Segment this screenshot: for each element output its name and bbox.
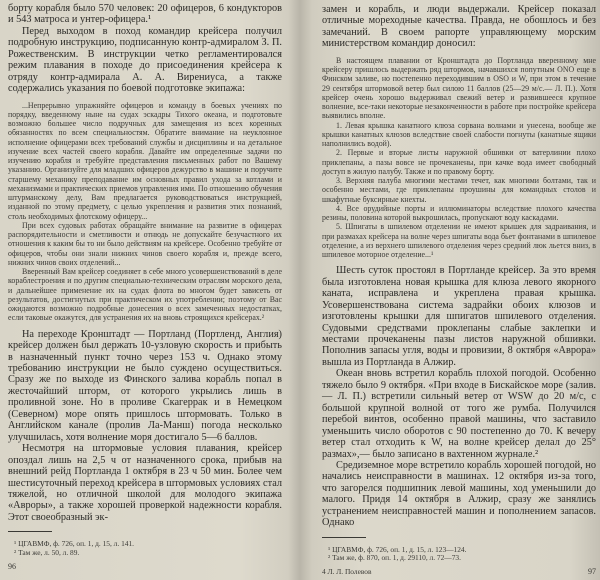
left-page-footer <box>8 562 282 571</box>
left-footnotes <box>14 540 282 557</box>
quote-item: 4. Все орудийные порты и иллюминаторы вследствие плохого качества резины, половина которой выкрошилась, пропускают воду каскадами. <box>322 203 596 223</box>
right-page-footer <box>322 567 596 576</box>
quote-paragraph: ...Непрерывно упражняйте офицеров и команду в боевых учениях по порядку, введенному ныне на судах эскадры Тихого океана, и подготовьте возможно большее число подручных для замещения из всех коренных обязанностях по всем специальностям. Обратите внимание на неуклонное исполнение офицерами всех требований службы и дисциплины и на детальное изучение всех частей своего корабля. Давайте им определенные задачи по изучению корабля и требуйте представления письменных работ по Вашему указанию. Организуйте для младших офицеров дежурство в машине и поручите старшему механику преподавание им основных правил ухода за котлами и механизмами и практических приемов управления ими. По отношению обучения штурманскому делу, Вам предлагается руководствоваться инструкцией, изданной по этому предмету, с целью укрепления и развития этих познаний, столь необходимых флотскому офицеру... <box>8 100 282 221</box>
quote-item: 2. Первые и вторые листы наружной обшивки от ватерлинии плохо приклепаны, а пазы вовсе не прочеканены, при качке вода имеет свободный доступ в жилую палубу. Также и по правому борту. <box>322 148 596 176</box>
paragraph: На переходе Кронштадт — Портланд (Портленд, Англия) крейсер должен был держать 10-узловую скорость и прибыть в назначенный пункт точно через 153 ч. Однако этому требованию инструкции не было суждено осуществиться. Сразу же по выходе из Финского залива корабль попал в жесточайший шторм, от которого укрылись лишь в проливной зоне. Но в проливе Скагеррак и в Немецком (Северном) море опять пришлось штормовать. Только в Английском канале (пролив Ла-Манш) погода несколько улучшилась, хотя волнение моря достигало 5—6 баллов. <box>8 328 282 443</box>
instruction-quote <box>8 101 282 323</box>
paragraph: замен и корабль, и люди выдержали. Крейсер показал отличные мореходные качества. Правда, не обошлось и без замечаний. В своем рапорте управляющему морским министерством командир доносил: <box>322 4 596 50</box>
paragraph: борту корабля было 570 человек: 20 офицеров, 6 кондукторов и 543 матроса и унтер-офицера.¹ <box>8 3 282 26</box>
quote-item: 5. Шпигаты в шпилевом отделении не имеют крышек для задраивания, и при размахах крейсера на волне через шпигаты вода бьет фонтанами в шпилевое отделение, а из верхнего шпилевого отделения через средний люк льется вниз, в шпилевое моторное отделение...¹ <box>322 222 596 260</box>
quote-paragraph: Вверенный Вам крейсер соединяет в себе много усовершенствований в деле кораблестроения и по другим специально-техническим отраслям морского дела, и дальнейшее применение их на судах флота во многом будет зависеть от результатов, достигнутых при практическом их употреблении; поэтому от Вас ожидаются возможно подробные донесения о всех замеченных недостатках, если таковые окажутся, для устранения их на вновь строящихся крейсерах.² <box>8 267 282 323</box>
footnote-divider <box>322 537 366 538</box>
paragraph: Перед выходом в поход командир крейсера получил подробную инструкцию, подписанную контр-адмиралом З. П. Рожественским. В инструкции четко регламентировался режим плавания в походе до присоединения крейсера к отряду контр-адмирала А. А. Вирениуса, а также содержались указания по боевой подготовке экипажа: <box>8 25 282 95</box>
quote-item: 3. Верхняя палуба многими местами течет, как многими болтами, так и особенно местами, где приклепаны проушины для командных столов и шкафутные буксирные кнехты. <box>322 176 596 204</box>
footnote: ¹ ЦГАВМФ, ф. 726, оп. 1, д. 15, л. 123—124. <box>328 544 467 554</box>
paragraph: Средиземное море встретило корабль хорошей погодой, но начались неисправности в машинах. 12 октября из-за того, что загорелся подшипник левой машины, ход уменьшили до малого. Придя 14 октября в Алжир, сразу же занялись устранением неисправностей машин и пополнением запасов. Однако <box>322 460 596 529</box>
captain-report-quote <box>322 56 596 260</box>
paragraph: Океан вновь встретил корабль плохой погодой. Особенно тяжело было 9 октября. «При входе в Бискайское море (залив.— Л. П.) встретили сильный ветер от WSW до 20 м/с, с большой крупной волной от того же румба. Получился перебой винтов, особенно правой машины, что заставило уменьшить число оборотов с 90 постепенно до 70. К вечеру ветер стал отходить к W, на волне крейсер делал до 25° размах»,— было записано в вахтенном журнале.² <box>322 368 596 460</box>
right-footnotes <box>328 546 596 563</box>
left-page-body <box>8 329 282 524</box>
right-page <box>300 0 600 580</box>
left-page <box>0 0 300 575</box>
page-number: 97 <box>588 566 596 576</box>
paragraph: Шесть суток простоял в Портланде крейсер. За это время была изготовлена новая крышка для клюза левого якорного каната, исправлена и укреплена правая крышка. Усовершенствована система задрайки обоих клюзов и изготовлены крышки для шпигатов шпилевого отделения. Судовыми средствами проклепаны слабые заклепки и местами прочеканены пазы листов наружной обшивки. Пополнив запасы угля, воды и провизии, 8 октября «Аврора» вышла из Портланда в Алжир. <box>322 265 596 368</box>
footnote: ² Там же, ф. 870, оп. 1, д. 29110, л. 72—73. <box>328 553 461 563</box>
footnote-divider <box>8 531 52 532</box>
quote-paragraph: При всех судовых работах обращайте внимание на развитие в офицерах распорядительности и сметливости и отнюдь не допускайте безучастного их отношения к каким бы то ни было действиям на крейсере. Особенно требуйте от офицеров, чтобы они знали нижних чинов своего корабля и, прежде всего, нижних чинов своих отделений... <box>8 220 282 267</box>
paragraph: Несмотря на штормовые условия плавания, крейсер опоздал лишь на 2,5 ч от назначенного срока, прибыв на внешний рейд Портланда 1 октября в 23 ч 50 мин. Более чем шестисуточный переход крейсера в штормовых условиях стал тяжелой, но отличной школой для молодого экипажа «Авроры», а также хорошей проверкой надежности корабля. Этот своеобразный эк- <box>8 443 282 523</box>
quote-paragraph: В настоящем плавании от Кронштадта до Портланда вверенному мне крейсеру пришлось выдержать ряд штормов, начавшихся попутным ONO еще в Финском заливе, но постепенно переходившим в OSO и W, при этом в течение 29 сентября штормовой ветер был силою 11 баллов (25—29 м/с.— Л. П.). Хотя крейсер очень хорошо выдерживал свежий ветер и развившееся крупное волнение, все-таки некоторые незаконченности в работе при постройке крейсера выявились вполне. <box>322 55 596 121</box>
quote-item: 1. Левая крышка канатного клюза сорвана волнами и унесена, вообще же крышки канатных клюзов вследствие своей слабости погнуты (канатные ящики наполнились водой). <box>322 120 596 149</box>
footnote: ² Там же, л. 50, л. 89. <box>14 547 80 557</box>
footnote: ¹ ЦГАВМФ, ф. 726, оп. 1, д. 15, л. 141. <box>14 539 135 549</box>
printer-signature: 4 Л. Л. Полевов <box>322 566 372 576</box>
left-page-intro <box>8 3 282 95</box>
right-page-body <box>322 265 596 528</box>
page-number: 96 <box>8 561 16 571</box>
right-page-intro <box>322 4 596 50</box>
